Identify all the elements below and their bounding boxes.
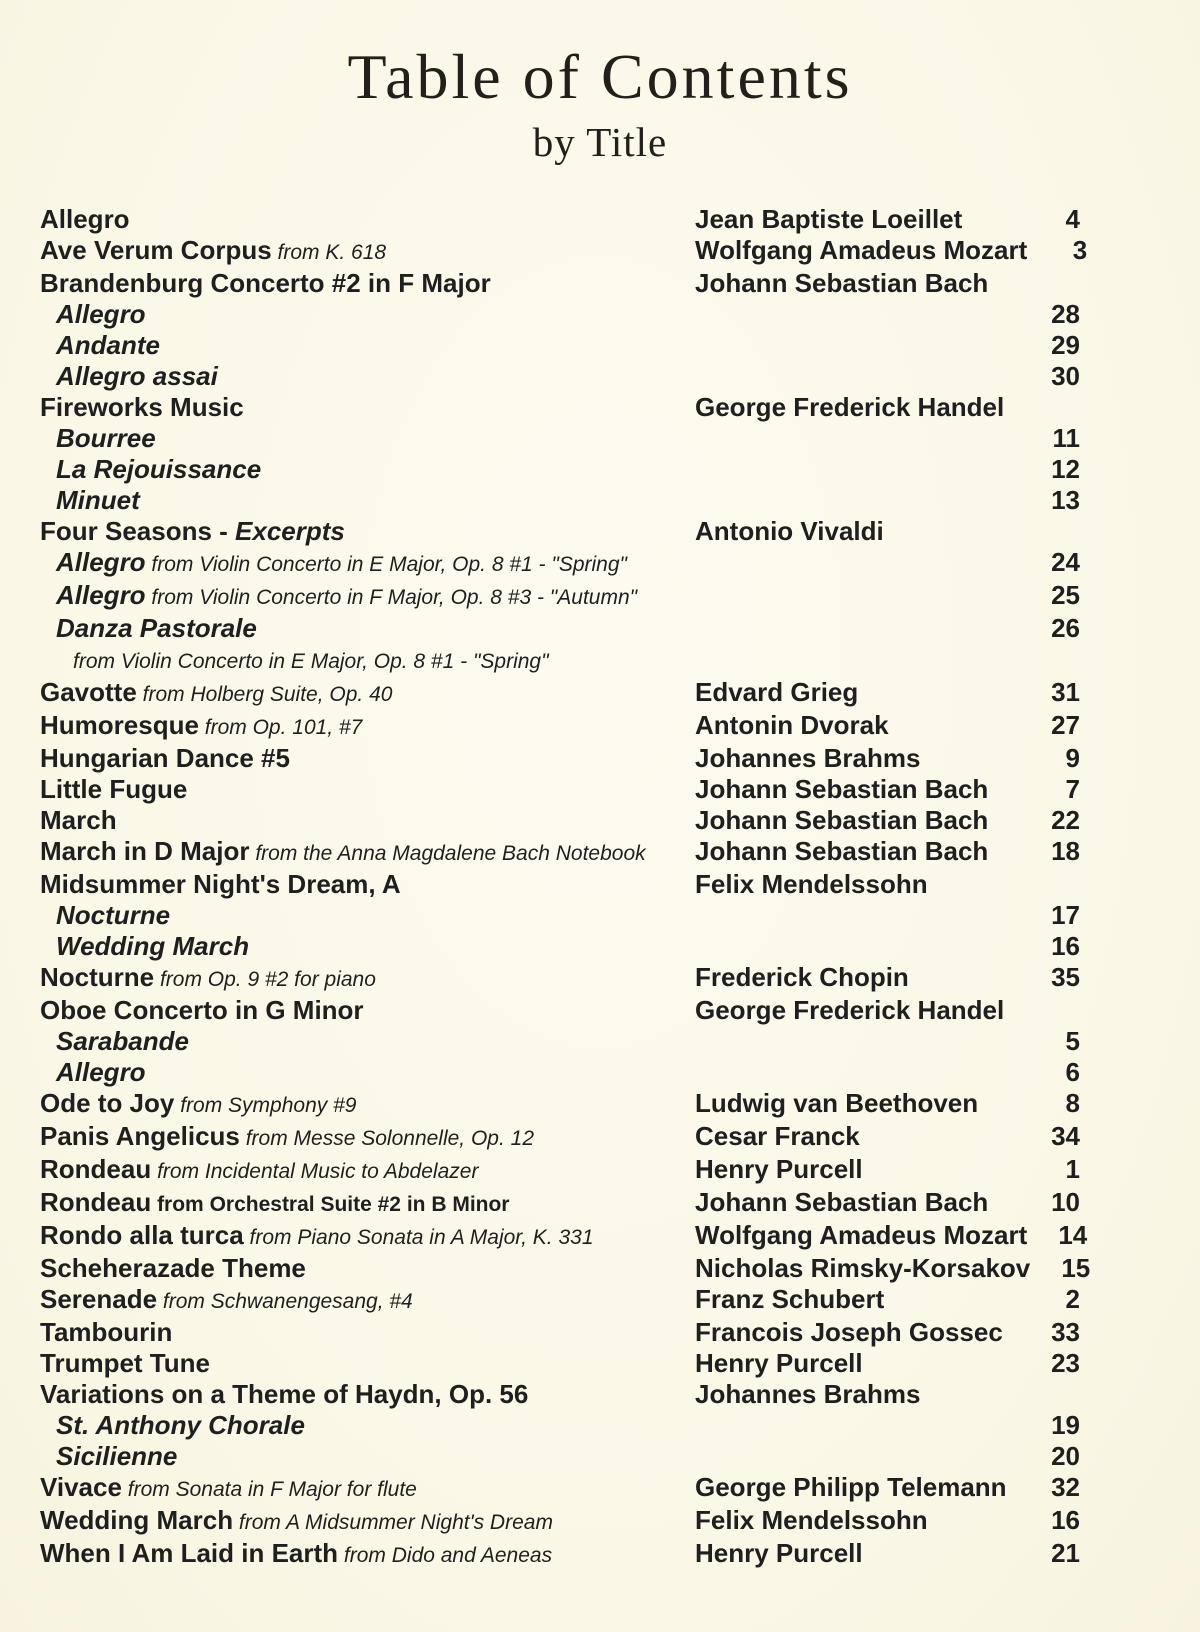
page-number: 3	[1072, 235, 1088, 265]
piece-title: Allegro	[40, 204, 130, 234]
page-number: 20	[1051, 1441, 1080, 1471]
piece-title-italic-part: Excerpts	[235, 516, 345, 546]
piece-title: Allegro from Violin Concerto in F Major, Op. 8 #3 - "Autumn"	[56, 580, 638, 610]
piece-title: La Rejouissance	[56, 454, 262, 484]
toc-row	[40, 962, 1080, 995]
piece-title: Nocturne	[56, 900, 171, 930]
page-number: 29	[1051, 330, 1080, 360]
piece-subtitle: from Op. 101, #7	[198, 716, 363, 739]
composer-name: Johann Sebastian Bach	[695, 268, 989, 298]
piece-title: Wedding March from A Midsummer Night's Dream	[40, 1505, 553, 1535]
piece-title: Humoresque from Op. 101, #7	[40, 710, 363, 740]
toc-row	[40, 1538, 1080, 1571]
toc-row	[40, 392, 1080, 423]
toc-row	[40, 1026, 1080, 1057]
toc-row	[40, 644, 1080, 677]
piece-title: Little Fugue	[40, 774, 188, 804]
composer-name: Felix Mendelssohn	[695, 869, 928, 899]
page-number: 21	[1051, 1538, 1080, 1568]
piece-title: Nocturne from Op. 9 #2 for piano	[40, 962, 376, 992]
composer-name: George Frederick Handel	[695, 995, 1005, 1025]
toc-row	[40, 1154, 1080, 1187]
toc-row	[40, 1379, 1080, 1410]
toc-row	[40, 268, 1080, 299]
piece-title: Allegro	[56, 1057, 146, 1087]
piece-title: Panis Angelicus from Messe Solonnelle, Op. 12	[40, 1121, 535, 1151]
composer-name: George Philipp Telemann	[695, 1472, 1007, 1502]
piece-subtitle: from Violin Concerto in E Major, Op. 8 #1 - "Spring"	[73, 650, 549, 673]
page-number: 32	[1051, 1472, 1080, 1502]
page-number: 8	[1065, 1088, 1080, 1118]
toc-list	[0, 204, 1200, 1571]
page-number: 27	[1051, 710, 1080, 740]
piece-title: March	[40, 805, 117, 835]
toc-row	[40, 1220, 1088, 1253]
toc-row	[40, 774, 1080, 805]
composer-name: Henry Purcell	[695, 1348, 863, 1378]
page-number: 19	[1051, 1410, 1080, 1440]
piece-title: Rondo alla turca from Piano Sonata in A Major, K. 331	[40, 1220, 594, 1250]
composer-name: Felix Mendelssohn	[695, 1505, 928, 1535]
piece-title: Allegro assai	[56, 361, 218, 391]
piece-title: Allegro	[56, 299, 146, 329]
page-number: 15	[1061, 1253, 1091, 1283]
composer-name: Henry Purcell	[695, 1154, 863, 1184]
piece-title: Bourree	[56, 423, 156, 453]
piece-title: Trumpet Tune	[40, 1348, 210, 1378]
composer-name: Henry Purcell	[695, 1538, 863, 1568]
page-number: 31	[1051, 677, 1080, 707]
page-number: 13	[1051, 485, 1080, 515]
page-number: 16	[1051, 931, 1080, 961]
toc-row	[40, 900, 1080, 931]
page-number: 14	[1058, 1220, 1088, 1250]
piece-title: Andante	[56, 330, 160, 360]
page-number: 1	[1065, 1154, 1080, 1184]
page-number: 34	[1051, 1121, 1080, 1151]
page-number: 10	[1051, 1187, 1080, 1217]
toc-row	[40, 805, 1080, 836]
piece-title: Sicilienne	[56, 1441, 178, 1471]
piece-subtitle: from Orchestral Suite #2 in B Minor	[151, 1193, 510, 1216]
piece-title: Serenade from Schwanengesang, #4	[40, 1284, 413, 1314]
composer-name: Wolfgang Amadeus Mozart	[695, 1220, 1028, 1250]
toc-row	[40, 931, 1080, 962]
piece-title: Hungarian Dance #5	[40, 743, 290, 773]
toc-row	[40, 423, 1080, 454]
toc-row	[40, 836, 1080, 869]
piece-title: March in D Major from the Anna Magdalene Bach Notebook	[40, 836, 646, 866]
toc-row	[40, 1253, 1091, 1284]
piece-title: Ave Verum Corpus from K. 618	[40, 235, 387, 265]
page-number: 11	[1052, 423, 1080, 453]
piece-title: Tambourin	[40, 1317, 173, 1347]
piece-title: Rondeau from Orchestral Suite #2 in B Minor	[40, 1187, 510, 1217]
composer-name: Johann Sebastian Bach	[695, 1187, 989, 1217]
composer-name: Cesar Franck	[695, 1121, 860, 1151]
piece-title: Rondeau from Incidental Music to Abdelazer	[40, 1154, 479, 1184]
toc-row	[40, 1284, 1080, 1317]
toc-row	[40, 1410, 1080, 1441]
page-number: 7	[1065, 774, 1080, 804]
toc-row	[40, 1317, 1080, 1348]
piece-title: Vivace from Sonata in F Major for flute	[40, 1472, 417, 1502]
piece-subtitle: from Sonata in F Major for flute	[121, 1478, 417, 1501]
page-number: 6	[1065, 1057, 1080, 1087]
toc-row	[40, 1505, 1080, 1538]
piece-title: Allegro from Violin Concerto in E Major, Op. 8 #1 - "Spring"	[56, 547, 627, 577]
composer-name: Antonin Dvorak	[695, 710, 889, 740]
piece-title: Ode to Joy from Symphony #9	[40, 1088, 357, 1118]
toc-row	[40, 743, 1080, 774]
piece-subtitle: from Symphony #9	[174, 1094, 357, 1117]
toc-row	[40, 547, 1080, 580]
piece-title: Wedding March	[56, 931, 250, 961]
toc-row	[40, 1472, 1080, 1505]
piece-title: Danza Pastorale	[56, 613, 257, 643]
page-number: 25	[1051, 580, 1080, 610]
page-number: 23	[1051, 1348, 1080, 1378]
composer-name: Frederick Chopin	[695, 962, 909, 992]
composer-name: Johann Sebastian Bach	[695, 805, 989, 835]
page-number: 28	[1051, 299, 1080, 329]
piece-subtitle: from Dido and Aeneas	[338, 1544, 553, 1567]
piece-title: Brandenburg Concerto #2 in F Major	[40, 268, 491, 298]
piece-title: Oboe Concerto in G Minor	[40, 995, 364, 1025]
page-number: 16	[1051, 1505, 1080, 1535]
composer-name: Franz Schubert	[695, 1284, 885, 1314]
composer-name: George Frederick Handel	[695, 392, 1005, 422]
composer-name: Nicholas Rimsky-Korsakov	[695, 1253, 1031, 1283]
piece-title: Midsummer Night's Dream, A	[40, 869, 401, 899]
toc-row	[40, 361, 1080, 392]
page-header	[0, 0, 1200, 166]
composer-name: Johannes Brahms	[695, 1379, 921, 1409]
piece-subtitle: from Violin Concerto in E Major, Op. 8 #1 - "Spring"	[145, 553, 627, 576]
composer-name: Jean Baptiste Loeillet	[695, 204, 963, 234]
piece-subtitle: from Piano Sonata in A Major, K. 331	[243, 1226, 594, 1249]
page-number: 17	[1051, 900, 1080, 930]
toc-row	[40, 1121, 1080, 1154]
toc-row	[40, 204, 1080, 235]
page-number: 5	[1065, 1026, 1080, 1056]
piece-subtitle: from A Midsummer Night's Dream	[233, 1511, 553, 1534]
composer-name: Edvard Grieg	[695, 677, 859, 707]
page-number: 9	[1065, 743, 1080, 773]
toc-row	[40, 1187, 1080, 1220]
page-number: 35	[1051, 962, 1080, 992]
toc-row	[40, 454, 1080, 485]
piece-title: Fireworks Music	[40, 392, 244, 422]
page-number: 2	[1065, 1284, 1080, 1314]
piece-subtitle: from Violin Concerto in F Major, Op. 8 #3 - "Autumn"	[145, 586, 638, 609]
piece-title: Minuet	[56, 485, 140, 515]
piece-subtitle: from the Anna Magdalene Bach Notebook	[249, 842, 646, 865]
piece-title: Scheherazade Theme	[40, 1253, 306, 1283]
toc-row	[40, 869, 1080, 900]
toc-row	[40, 580, 1080, 613]
page-number: 4	[1065, 204, 1080, 234]
composer-name: Wolfgang Amadeus Mozart	[695, 235, 1028, 265]
toc-row	[40, 1088, 1080, 1121]
piece-subtitle: from Holberg Suite, Op. 40	[136, 683, 393, 706]
piece-title: When I Am Laid in Earth from Dido and Aeneas	[40, 1538, 553, 1568]
composer-name: Johann Sebastian Bach	[695, 836, 989, 866]
toc-row	[40, 1057, 1080, 1088]
page-number: 18	[1051, 836, 1080, 866]
piece-subtitle: from Messe Solonnelle, Op. 12	[239, 1127, 535, 1150]
piece-title: Four Seasons - Excerpts	[40, 516, 345, 546]
piece-title: Variations on a Theme of Haydn, Op. 56	[40, 1379, 529, 1409]
page-number: 24	[1051, 547, 1080, 577]
piece-title: Gavotte from Holberg Suite, Op. 40	[40, 677, 393, 707]
toc-row	[40, 235, 1088, 268]
toc-row	[40, 995, 1080, 1026]
composer-name: Johannes Brahms	[695, 743, 921, 773]
page-number: 26	[1051, 613, 1080, 643]
piece-subtitle: from Incidental Music to Abdelazer	[151, 1160, 479, 1183]
toc-row	[40, 299, 1080, 330]
piece-title: St. Anthony Chorale	[56, 1410, 305, 1440]
toc-row	[40, 613, 1080, 644]
toc-row	[40, 1441, 1080, 1472]
page-number: 22	[1051, 805, 1080, 835]
piece-subtitle: from K. 618	[271, 241, 387, 264]
piece-title	[40, 644, 695, 677]
piece-subtitle: from Schwanengesang, #4	[157, 1290, 413, 1313]
composer-name: Ludwig van Beethoven	[695, 1088, 979, 1118]
toc-row	[40, 710, 1080, 743]
toc-row	[40, 330, 1080, 361]
piece-subtitle: from Op. 9 #2 for piano	[154, 968, 376, 991]
toc-row	[40, 516, 1080, 547]
page-number: 33	[1051, 1317, 1080, 1347]
page-subtitle: by Title	[532, 119, 668, 165]
toc-row	[40, 1348, 1080, 1379]
composer-name: Francois Joseph Gossec	[695, 1317, 1003, 1347]
composer-name: Antonio Vivaldi	[695, 516, 884, 546]
piece-title: Sarabande	[56, 1026, 189, 1056]
page-number: 12	[1051, 454, 1080, 484]
toc-row	[40, 485, 1080, 516]
toc-row	[40, 677, 1080, 710]
page-number: 30	[1051, 361, 1080, 391]
page-title: Table of Contents	[347, 41, 853, 112]
composer-name: Johann Sebastian Bach	[695, 774, 989, 804]
